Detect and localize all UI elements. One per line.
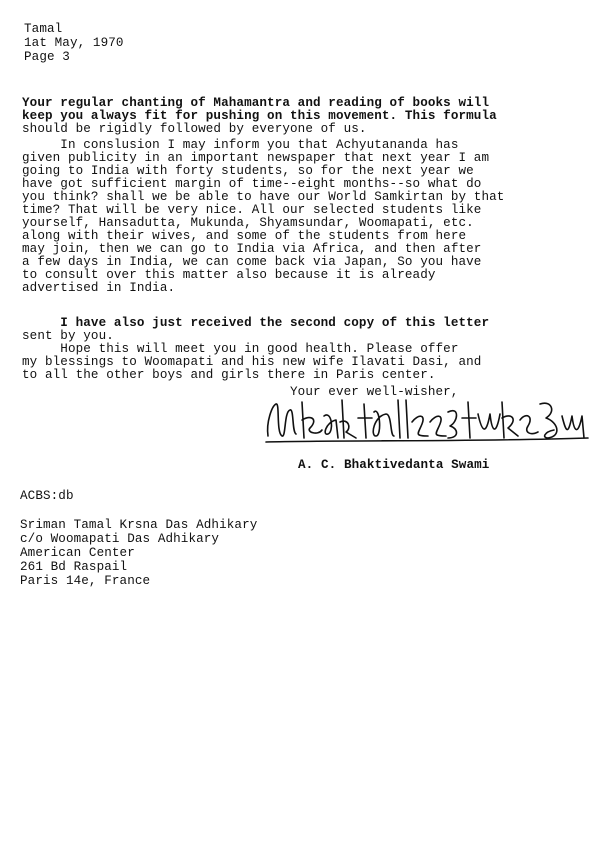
header-date: 1at May, 1970 [24,36,124,50]
body-line: yourself, Hansadutta, Mukunda, Shyamsundar, Woomapati, etc. [22,216,474,230]
address-line: Paris 14e, France [20,574,151,588]
body-line: sent by you. [22,329,114,343]
body-line: I have also just received the second copy of this letter [22,316,490,330]
typed-signature-name: A. C. Bhaktivedanta Swami [298,458,490,472]
body-line: may join, then we can go to India via Africa, and then after [22,242,482,256]
body-line: time? That will be very nice. All our selected students like [22,203,482,217]
body-line: Hope this will meet you in good health. Please offer [22,342,459,356]
address-line: c/o Woomapati Das Adhikary [20,532,220,546]
header-name: Tamal [24,22,63,36]
body-line: should be rigidly followed by everyone of us. [22,122,367,136]
body-line: along with their wives, and some of the students from here [22,229,467,243]
body-line: have got sufficient margin of time--eight months--so what do [22,177,482,191]
handwritten-signature [262,392,592,448]
body-line: you think? shall we be able to have our World Samkirtan by that [22,190,505,204]
body-line: to consult over this matter also because it is already [22,268,436,282]
body-line: In conslusion I may inform you that Achyutananda has [22,138,459,152]
address-line: American Center [20,546,135,560]
body-line: a few days in India, we can come back via Japan, So you have [22,255,482,269]
address-line: 261 Bd Raspail [20,560,128,574]
body-line: going to India with forty students, so for the next year we [22,164,474,178]
header-page-number: Page 3 [24,50,70,64]
reference-initials: ACBS:db [20,489,74,503]
body-line: Your regular chanting of Mahamantra and reading of books will [22,96,490,110]
closing-salutation: Your ever well-wisher, [290,385,459,399]
address-line: Sriman Tamal Krsna Das Adhikary [20,518,258,532]
body-line: keep you always fit for pushing on this movement. This formula [22,109,497,123]
body-line: to all the other boys and girls there in Paris center. [22,368,436,382]
body-line: advertised in India. [22,281,176,295]
body-line: given publicity in an important newspaper that next year I am [22,151,490,165]
body-line: my blessings to Woomapati and his new wife Ilavati Dasi, and [22,355,482,369]
